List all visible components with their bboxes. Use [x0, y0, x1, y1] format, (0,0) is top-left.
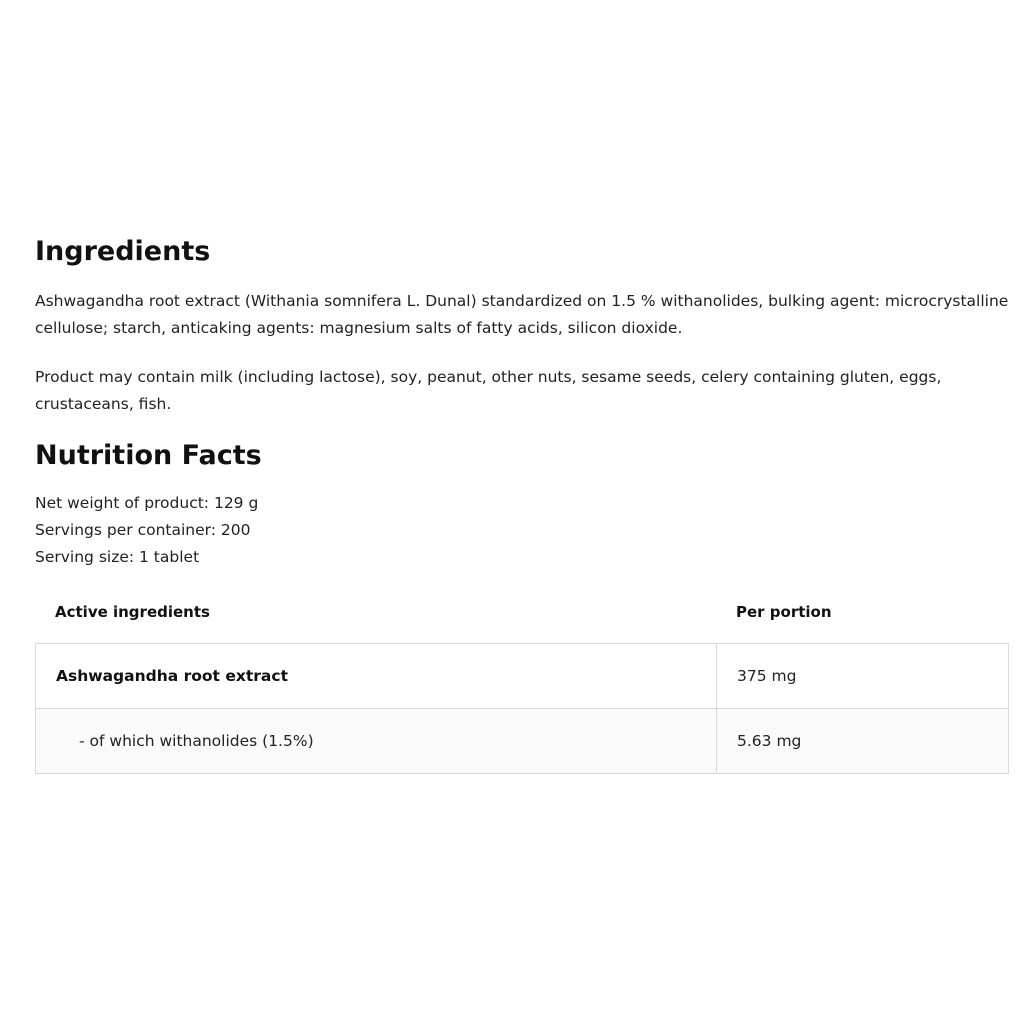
ingredient-value: 5.63 mg [717, 709, 1009, 774]
ingredient-name: Ashwagandha root extract [36, 644, 717, 709]
nutrition-table [35, 589, 1010, 774]
table-row [36, 709, 1009, 774]
nutrition-facts-list [35, 490, 1010, 571]
ingredients-heading: Ingredients [35, 236, 211, 267]
header-per-portion: Per portion [736, 603, 832, 621]
nutrition-table-body [35, 643, 1009, 774]
table-header [35, 589, 1010, 635]
net-weight: Net weight of product: 129 g [35, 494, 259, 512]
serving-size: Serving size: 1 tablet [35, 548, 200, 566]
header-active-ingredients: Active ingredients [55, 603, 210, 621]
product-info [35, 232, 1010, 774]
allergens-text: Product may contain milk (including lactose), soy, peanut, other nuts, sesame seeds, celery containing gluten, eggs, crustaceans, fish. [35, 368, 942, 413]
table-row [36, 644, 1009, 709]
nutrition-heading: Nutrition Facts [35, 440, 262, 471]
ingredients-text: Ashwagandha root extract (Withania somnifera L. Dunal) standardized on 1.5 % withanolides, bulking agent: microcrystalline cellulose; starch, anticaking agents: magnesium salts of fatty acids, silicon dioxide. [35, 292, 1009, 337]
ingredient-name: - of which withanolides (1.5%) [36, 709, 717, 774]
servings-per-container: Servings per container: 200 [35, 521, 251, 539]
ingredient-value: 375 mg [717, 644, 1009, 709]
